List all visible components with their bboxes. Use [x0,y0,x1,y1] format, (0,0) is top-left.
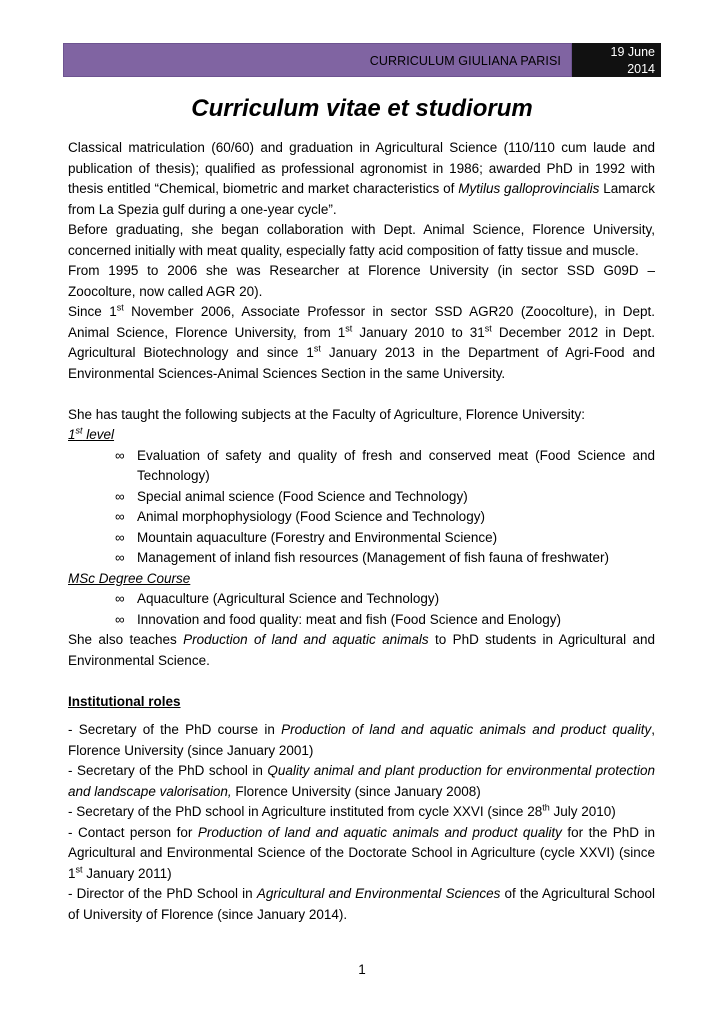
intro-paragraph-professor [68,302,655,384]
course-name: Aquaculture (Agricultural Science and Technology) [137,591,440,606]
course-name: Special animal science (Food Science and Technology) [137,488,468,504]
list-item [115,548,655,569]
species-name: Mytilus galloprovincialis [458,181,600,196]
page-number: 1 [358,962,366,977]
infinity-bullet-icon: ∞ [115,488,125,504]
spacer [68,671,655,692]
text: - Secretary of the PhD course in [68,722,282,737]
header-date-day: 19 June [610,45,655,59]
ordinal-suffix: st [345,323,353,333]
course-name: Animal morphophysiology (Food Science and Technology) [137,509,485,524]
list-item [115,528,655,549]
text: 1 [68,427,76,442]
text: to PhD students in Agricultural and Environmental Science. [68,632,656,668]
text: - Secretary of the PhD school in Agriculture instituted from cycle XXVI (since 28 [68,804,543,819]
program-title: Agricultural and Environmental Sciences [256,886,501,901]
list-item [115,507,655,528]
text: She also teaches [68,632,184,647]
text: - Contact person for [68,824,198,840]
ordinal-suffix: st [75,425,83,436]
intro-paragraph-education [68,138,655,220]
header-date-year: 2014 [627,62,655,76]
header-date [572,43,661,77]
text: Since 1 [68,304,117,319]
role-item [68,761,655,802]
text: January 2013 in the Department of Agri-Food and Environmental Sciences-Animal Sciences Section in the same University. [68,345,655,381]
text: , Florence University (since January 2001) [68,722,655,758]
header-title: CURRICULUM GIULIANA PARISI [369,54,561,68]
text: Lamarck from La Spezia gulf during a one-year cycle”. [68,181,655,217]
text: Florence University (since January 2008) [231,783,481,799]
ordinal-suffix: st [116,302,124,313]
phd-teaching-paragraph [68,630,655,671]
role-item [68,823,655,885]
ordinal-suffix: st [484,323,492,333]
infinity-bullet-icon: ∞ [115,591,125,606]
course-name: Innovation and food quality: meat and fish (Food Science and Enology) [137,611,562,627]
course-name: Mountain aquaculture (Forestry and Environmental Science) [137,529,498,545]
program-title: Production of land and aquatic animals and product quality [281,722,652,737]
program-title: Production of land and aquatic animals and product quality [197,824,562,840]
list-item [115,589,655,610]
spacer [68,384,655,405]
text: January 2010 to 31 [352,324,485,340]
first-level-course-list [68,446,655,569]
intro-paragraph-collaboration: Before graduating, she began collaboration with Dept. Animal Science, Florence University, concerned initially with meat quality, especially fatty acid composition of fatty tissue and muscle. [68,222,655,258]
text: Classical matriculation (60/60) and graduation in Agricultural Science (110/110 cum laude and publication of thesis); qualified as professional agronomist in 1986; awarded PhD in 1992 with thesis entitled “Chemical, biometric and market characteristics of [68,140,655,196]
document-body [68,138,655,925]
ordinal-suffix: st [313,343,321,354]
intro-paragraph-researcher: From 1995 to 2006 she was Researcher at Florence University (in sector SSD G09D – Zoocolture, now called AGR 20). [68,263,655,299]
text: July 2010) [549,804,616,819]
infinity-bullet-icon: ∞ [115,509,125,524]
ordinal-suffix: st [75,864,83,874]
role-item [68,720,655,761]
msc-course-list [68,589,655,630]
institutional-roles-heading: Institutional roles [68,693,181,709]
text: level [82,427,115,442]
msc-heading: MSc Degree Course [68,570,191,586]
program-title: Quality animal and plant production for environmental protection and landscape valorisation, [68,763,655,799]
list-item [115,487,655,508]
course-name: Evaluation of safety and quality of fresh and conserved meat (Food Science and Technology) [137,447,655,483]
text: for the PhD in Agricultural and Environmental Science of the Doctorate School in Agriculture (cycle XXVI) (since 1 [68,824,656,881]
text: of the Agricultural School of University of Florence (since January 2014). [68,886,656,922]
teaching-intro: She has taught the following subjects at the Faculty of Agriculture, Florence University: [68,406,586,422]
ordinal-suffix: th [542,802,550,813]
infinity-bullet-icon: ∞ [115,447,125,463]
course-name: Management of inland fish resources (Management of fish fauna of freshwater) [137,550,609,565]
infinity-bullet-icon: ∞ [115,529,125,545]
header-bar [63,43,572,77]
document-title: Curriculum vitae et studiorum [191,95,533,122]
infinity-bullet-icon: ∞ [115,550,125,565]
text: December 2012 in Dept. Agricultural Biotechnology and since 1 [68,324,655,360]
role-item [68,884,655,925]
role-item [68,802,655,823]
list-item [115,610,655,631]
list-item [115,446,655,487]
text: - Secretary of the PhD school in [68,763,268,778]
text: November 2006, Associate Professor in sector SSD AGR20 (Zoocolture), in Dept. Animal Science, Florence University, from 1 [68,304,655,340]
infinity-bullet-icon: ∞ [115,611,125,627]
text: January 2011) [82,865,172,881]
spacer [68,712,655,720]
first-level-heading [68,425,655,446]
course-title: Production of land and aquatic animals [183,632,429,647]
text: - Director of the PhD School in [68,886,257,901]
